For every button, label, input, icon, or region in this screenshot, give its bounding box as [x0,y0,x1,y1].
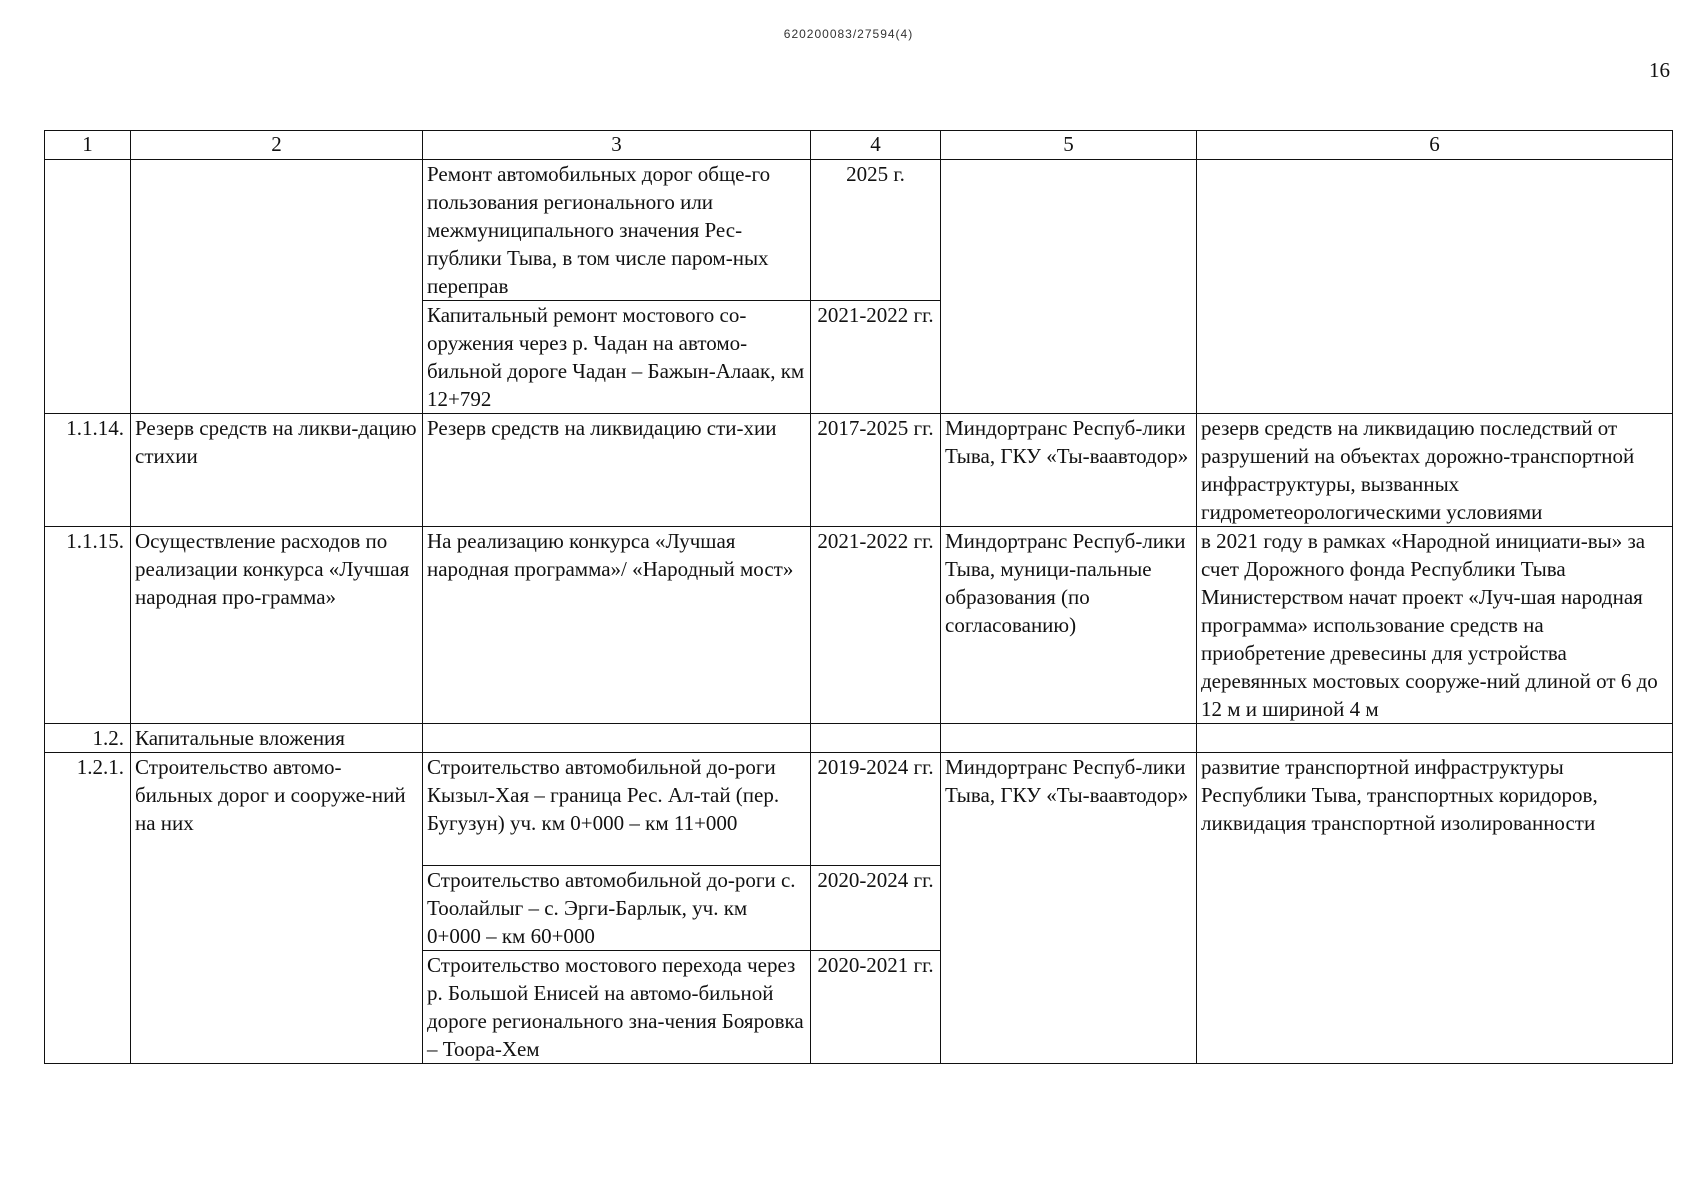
responsible-cell: Миндортранс Респуб-лики Тыва, ГКУ «Ты-ваавтодор» [941,414,1197,527]
action-cell [423,724,811,753]
row-number-cell [45,160,131,414]
table-row [45,160,1673,301]
result-cell [1197,160,1673,414]
program-table [44,130,1673,1064]
period-cell: 2021-2022 гг. [811,527,941,724]
column-header: 6 [1197,131,1673,160]
column-header: 4 [811,131,941,160]
event-name-cell [131,160,423,414]
period-cell: 2021-2022 гг. [811,301,941,414]
table-row [45,527,1673,724]
responsible-cell: Миндортранс Респуб-лики Тыва, муници-пальные образования (по согласованию) [941,527,1197,724]
page-number: 16 [1649,58,1670,82]
column-header: 2 [131,131,423,160]
column-header: 5 [941,131,1197,160]
row-number-cell: 1.2. [45,724,131,753]
action-cell: Строительство автомобильной до-роги Кызыл-Хая – граница Рес. Ал-тай (пер. Бугузун) уч. км 0+000 – км 11+000 [423,753,811,866]
row-number-cell: 1.2.1. [45,753,131,1064]
action-cell: Строительство автомобильной до-роги с. Тоолайлыг – с. Эрги-Барлык, уч. км 0+000 – км 60+000 [423,866,811,951]
row-number-cell: 1.1.14. [45,414,131,527]
period-cell: 2020-2021 гг. [811,951,941,1064]
responsible-cell [941,160,1197,414]
period-cell: 2019-2024 гг. [811,753,941,866]
event-name-cell: Осуществление расходов по реализации конкурса «Лучшая народная про-грамма» [131,527,423,724]
action-cell: Строительство мостового перехода через р. Большой Енисей на автомо-бильной дороге регионального зна-чения Бояровка – Тоора-Хем [423,951,811,1064]
row-number-cell: 1.1.15. [45,527,131,724]
event-name-cell: Капитальные вложения [131,724,423,753]
event-name-cell: Резерв средств на ликви-дацию стихии [131,414,423,527]
table-row [45,724,1673,753]
column-header: 3 [423,131,811,160]
action-cell: Капитальный ремонт мостового со-оружения через р. Чадан на автомо-бильной дороге Чадан – Бажын-Алаак, км 12+792 [423,301,811,414]
action-cell: Ремонт автомобильных дорог обще-го пользования регионального или межмуниципального значения Рес-публики Тыва, в том числе паром-ных переправ [423,160,811,301]
column-header: 1 [45,131,131,160]
result-cell: развитие транспортной инфраструктуры Республики Тыва, транспортных коридоров, ликвидация транспортной изолированности [1197,753,1673,1064]
result-cell [1197,724,1673,753]
period-cell: 2025 г. [811,160,941,301]
document-id: 620200083/27594(4) [783,27,914,41]
period-cell: 2020-2024 гг. [811,866,941,951]
responsible-cell [941,724,1197,753]
table-row [45,414,1673,527]
result-cell: резерв средств на ликвидацию последствий от разрушений на объектах дорожно-транспортной инфраструктуры, вызванных гидрометеорологическими условиями [1197,414,1673,527]
header-row [45,131,1673,160]
action-cell: На реализацию конкурса «Лучшая народная программа»/ «Народный мост» [423,527,811,724]
table-row [45,753,1673,866]
period-cell [811,724,941,753]
period-cell: 2017-2025 гг. [811,414,941,527]
event-name-cell: Строительство автомо-бильных дорог и сооруже-ний на них [131,753,423,1064]
responsible-cell: Миндортранс Респуб-лики Тыва, ГКУ «Ты-ваавтодор» [941,753,1197,1064]
action-cell: Резерв средств на ликвидацию сти-хии [423,414,811,527]
result-cell: в 2021 году в рамках «Народной инициати-вы» за счет Дорожного фонда Республики Тыва Министерством начат проект «Луч-шая народная программа» использование средств на приобретение древесины для устройства деревянных мостовых сооруже-ний длиной от 6 до 12 м и шириной 4 м [1197,527,1673,724]
